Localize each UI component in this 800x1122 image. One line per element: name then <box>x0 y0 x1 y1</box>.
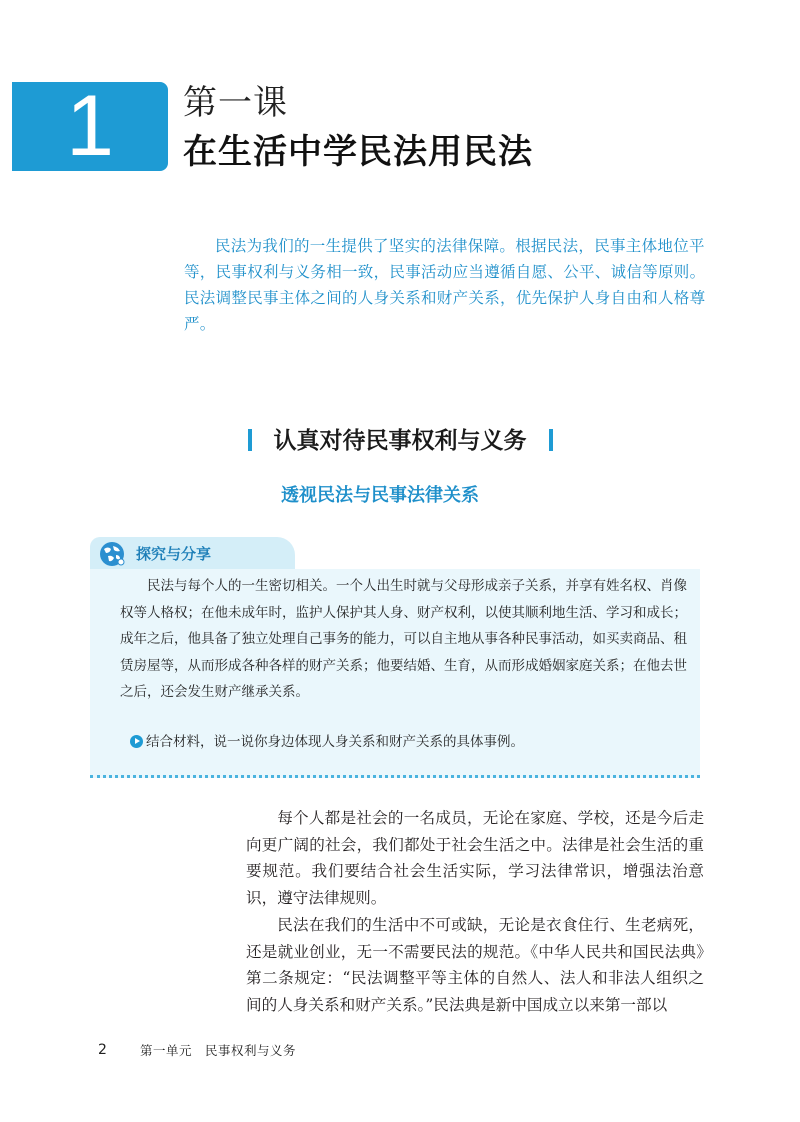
explore-title: 探究与分享 <box>136 545 212 563</box>
heading-bar-left <box>248 429 252 451</box>
running-head: 第一单元 民事权利与义务 <box>140 1043 297 1058</box>
explore-material-text: 民法与每个人的一生密切相关。一个人出生时就与父母形成亲子关系，并享有姓名权、肖像权等人格权；在他未成年时，监护人保护其人身、财产权利，以使其顺利地生活、学习和成长；成年之后，他具备了独立处理自己事务的能力，可以自主地从事各种民事活动，如买卖商品、租赁房屋等，从而形成各种各样的财产关系；他要结婚、生育，从而形成婚姻家庭关系；在他去世之后，还会发生财产继承关系。 <box>120 578 687 700</box>
explore-globe-icon <box>98 540 126 568</box>
play-arrow-icon <box>130 735 143 748</box>
page-number: 2 <box>98 1042 107 1058</box>
section-heading-text: 认真对待民事权利与义务 <box>273 428 527 454</box>
lesson-title: 在生活中学民法用民法 <box>183 132 533 172</box>
lesson-number-block <box>12 78 168 174</box>
body-paragraph: 民法在我们的生活中不可或缺，无论是衣食住行、生老病死，还是就业创业，无一不需要民法的规范。《中华人民共和国民法典》第二条规定：“民法调整平等主体的自然人、法人和非法人组织之间的人身关系和财产关系。”民法典是新中国成立以来第一部以 <box>246 916 704 1014</box>
lesson-number: 1 <box>66 78 114 174</box>
explore-share-tab <box>90 537 295 571</box>
heading-bar-right <box>549 429 553 451</box>
explore-task-text: 结合材料，说一说你身边体现人身关系和财产关系的具体事例。 <box>146 734 524 750</box>
section-heading <box>0 424 800 458</box>
lesson-intro: 民法为我们的一生提供了坚实的法律保障。根据民法，民事主体地位平等，民事权利与义务相一致，民事活动应当遵循自愿、公平、诚信等原则。民法调整民事主体之间的人身关系和财产关系，优先保护人身自由和人格尊严。 <box>184 237 706 333</box>
subsection-heading: 透视民法与民事法律关系 <box>281 485 479 506</box>
explore-task <box>130 729 524 755</box>
explore-share-panel <box>90 569 700 778</box>
body-paragraph: 每个人都是社会的一名成员，无论在家庭、学校，还是今后走向更广阔的社会，我们都处于社会生活之中。法律是社会生活的重要规范。我们要结合社会生活实际，学习法律常识，增强法治意识，遵守法律规则。 <box>246 809 704 907</box>
lesson-label: 第一课 <box>183 83 288 123</box>
